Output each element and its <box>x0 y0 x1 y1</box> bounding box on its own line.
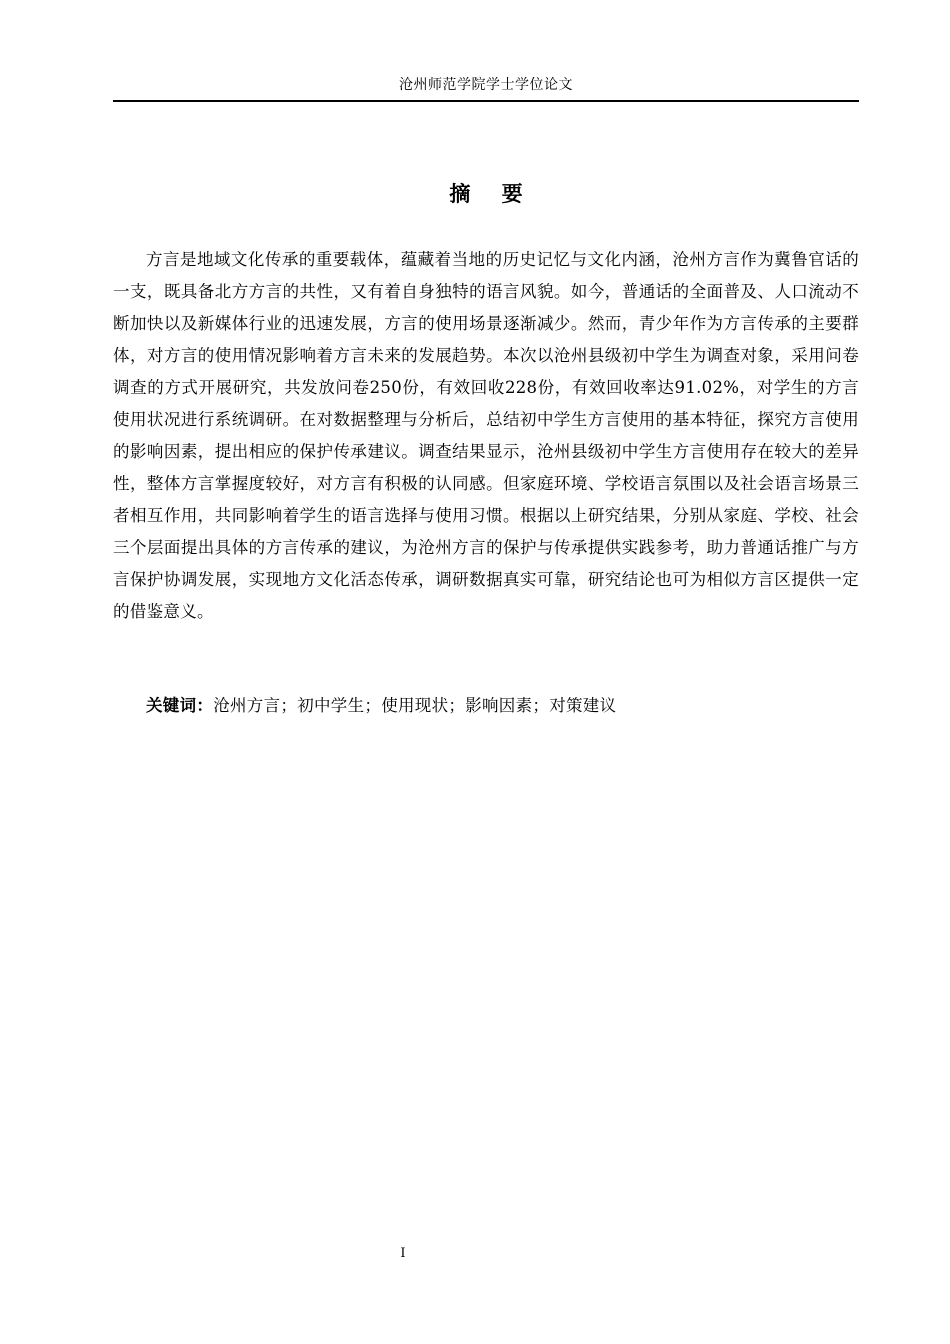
running-header: 沧州师范学院学士学位论文 <box>399 77 573 93</box>
header-divider <box>113 100 859 102</box>
page-number: I <box>400 1246 406 1261</box>
keywords-text: 沧州方言；初中学生；使用现状；影响因素；对策建议 <box>213 696 617 715</box>
keywords-label: 关键词： <box>146 696 214 715</box>
abstract-heading: 摘 要 <box>449 182 535 206</box>
abstract-body: 方言是地域文化传承的重要载体，蕴藏着当地的历史记忆与文化内涵，沧州方言作为冀鲁官话的一支，既具备北方方言的共性，又有着自身独特的语言风貌。如今，普通话的全面普及、人口流动不断加快以及新媒体行业的迅速发展，方言的使用场景逐渐减少。然而，青少年作为方言传承的主要群体，对方言的使用情况影响着方言未来的发展趋势。本次以沧州县级初中学生为调查对象，采用问卷调查的方式开展研究，共发放问卷250份，有效回收228份，有效回收率达91.02%，对学生的方言使用状况进行系统调研。在对数据整理与分析后，总结初中学生方言使用的基本特征，探究方言使用的影响因素，提出相应的保护传承建议。调查结果显示，沧州县级初中学生方言使用存在较大的差异性，整体方言掌握度较好，对方言有积极的认同感。但家庭环境、学校语言氛围以及社会语言场景三者相互作用，共同影响着学生的语言选择与使用习惯。根据以上研究结果，分别从家庭、学校、社会三个层面提出具体的方言传承的建议，为沧州方言的保护与传承提供实践参考，助力普通话推广与方言保护协调发展，实现地方文化活态传承，调研数据真实可靠，研究结论也可为相似方言区提供一定的借鉴意义。 <box>113 250 859 621</box>
keywords-line <box>113 690 859 722</box>
